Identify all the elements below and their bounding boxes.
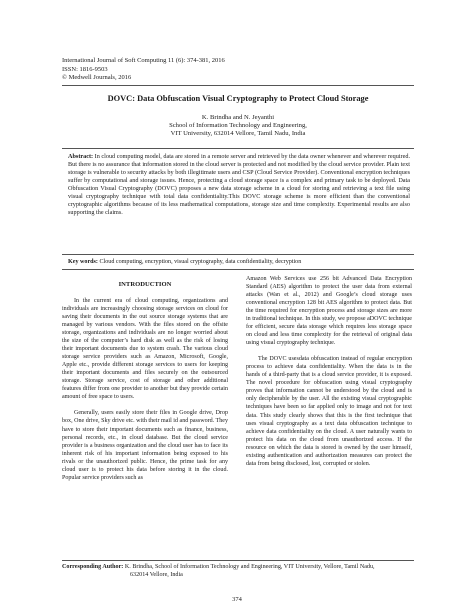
footer-rule bbox=[62, 560, 414, 561]
left-column bbox=[62, 275, 228, 482]
author-block bbox=[62, 114, 414, 139]
abstract bbox=[68, 153, 410, 217]
right-paragraph-2: The DOVC usesdata obfuscation instead of regular encryption process to achieve data confidentiality. When the data is in the hands of a third-party that is a cloud service provider, it is exposed. The novel procedure for obfuscation using visual cryptography proves that information cannot be understood by the cloud and is only decipherable by the user. All the existing visual cryptographic techniques have been so far applied only to image and not for text data. This study clearly shows that this is the first technique that uses visual cryptography as a text data obfuscation technique to achieve data confidentiality on the cloud. A user naturally wants to protect his data on the cloud from unauthorized access. If the resource on which the data is stored is owned by the user himself, existing authentication and authorization measures can protect the data from being disclosed, lost, corrupted or stolen. bbox=[246, 356, 412, 467]
keywords bbox=[68, 259, 410, 265]
corresponding-line-1: K. Brindha, School of Information Technology and Engineering, VIT University, Vellore, Tamil Nadu, bbox=[123, 564, 375, 570]
section-heading-introduction: INTRODUCTION bbox=[118, 281, 172, 288]
keywords-text: Cloud computing, encryption, visual cryptography, data confidentiality, decryption bbox=[97, 259, 302, 265]
abstract-text: In cloud computing model, data are stored in a remote server and retrieved by the data owner whenever and wherever required. But there is no assurance that information stored in the cloud server is protected and not modified by the cloud service provider. Plain text storage is vulnerable to security attacks by both illegitimate users and CSP (Cloud Service Provider). Conventional encryption techniques suffer by computational and storage issues. Hence, protecting a cloud storage space is a complex and primary task to be deployed. Data Obfuscation Visual Cryptography (DOVC) proposes a new data storage scheme in a cloud for storing and retrieving a text file using visual cryptography technique with total data confidentiality.This DOVC storage scheme is more efficient than the conventional cryptographic algorithms because of its less mathematical computations, storage size and time complexity. Experimental results are also supporting the claims. bbox=[68, 153, 410, 217]
author-names: K. Brindha and N. Jeyanthi bbox=[201, 114, 275, 121]
intro-paragraph-2: Generally, users easily store their files in Google drive, Drop box, One drive, Sky drive etc. with their mail id and password. They have to store their important documents such as finance, business, personal records, etc., in cloud database. But the cloud service provider is a business organization and the cloud user has to face its inherent risk of his important information being exposed to his rivals or the unauthorized public. Hence, the prime task for any cloud user is to protect his data before storing it in the cloud. Popular service providers such as bbox=[62, 410, 228, 481]
page-number: 374 bbox=[232, 596, 242, 603]
keywords-label: Key words: bbox=[68, 259, 98, 265]
journal-issn: ISSN: 1816-9503 bbox=[62, 65, 108, 73]
journal-citation: International Journal of Soft Computing 11 (6): 374-381, 2016 bbox=[62, 57, 225, 64]
corresponding-label: Corresponding Author: bbox=[62, 564, 124, 570]
journal-header bbox=[62, 57, 422, 83]
corresponding-author bbox=[62, 563, 418, 579]
intro-paragraph-1: In the current era of cloud computing, organizations and individuals are increasingly choosing storage services on cloud for saving their documents in the out source storage systems that are managed by various vendors. With the files stored on the offsite storage, organizations and individuals are no longer worried about the size of the computer’s hard disk as well as the risk of losing their important documents due to system crash. The various cloud storage service providers such as Amazon, Microsoft, Google, Apple etc., provide different storage services to users for keeping their important documents and files securely on the outsourced storage. Storage service, cost of storage and other additional features differ from one provider to another but they provide certain amount of free space to users. bbox=[62, 298, 228, 401]
author-affiliation-1: School of Information Technology and Engineering, bbox=[169, 122, 307, 130]
author-affiliation-2: VIT University, 632014 Vellore, Tamil Nadu, India bbox=[170, 130, 306, 138]
abstract-top-rule bbox=[62, 148, 414, 149]
right-paragraph-1: Amazon Web Services use 256 bit Advanced Data Encryption Standard (AES) algorithm to protect the user data from external attacks (Wan et al., 2012) and Google’s cloud storage uses conventional encryption 128 bit AES algorithm to protect data. But the time required for encryption process and storage sizes are more in traditional technique. In this study, we propose aDOVC technique for efficient, secure data storage which requires less storage space on cloud and less time complexity for the retrieval of original data using visual cryptography technique. bbox=[246, 276, 412, 347]
corresponding-line-2: 632014 Vellore, India bbox=[130, 572, 183, 578]
header-rule bbox=[62, 85, 414, 86]
paper-title: DOVC: Data Obfuscation Visual Cryptography to Protect Cloud Storage bbox=[107, 94, 369, 103]
journal-copyright: © Medwell Journals, 2016 bbox=[62, 74, 132, 82]
keywords-rule bbox=[62, 269, 414, 270]
right-column bbox=[246, 275, 412, 468]
abstract-label: Abstract: bbox=[68, 153, 94, 160]
abstract-bottom-rule bbox=[62, 254, 414, 255]
